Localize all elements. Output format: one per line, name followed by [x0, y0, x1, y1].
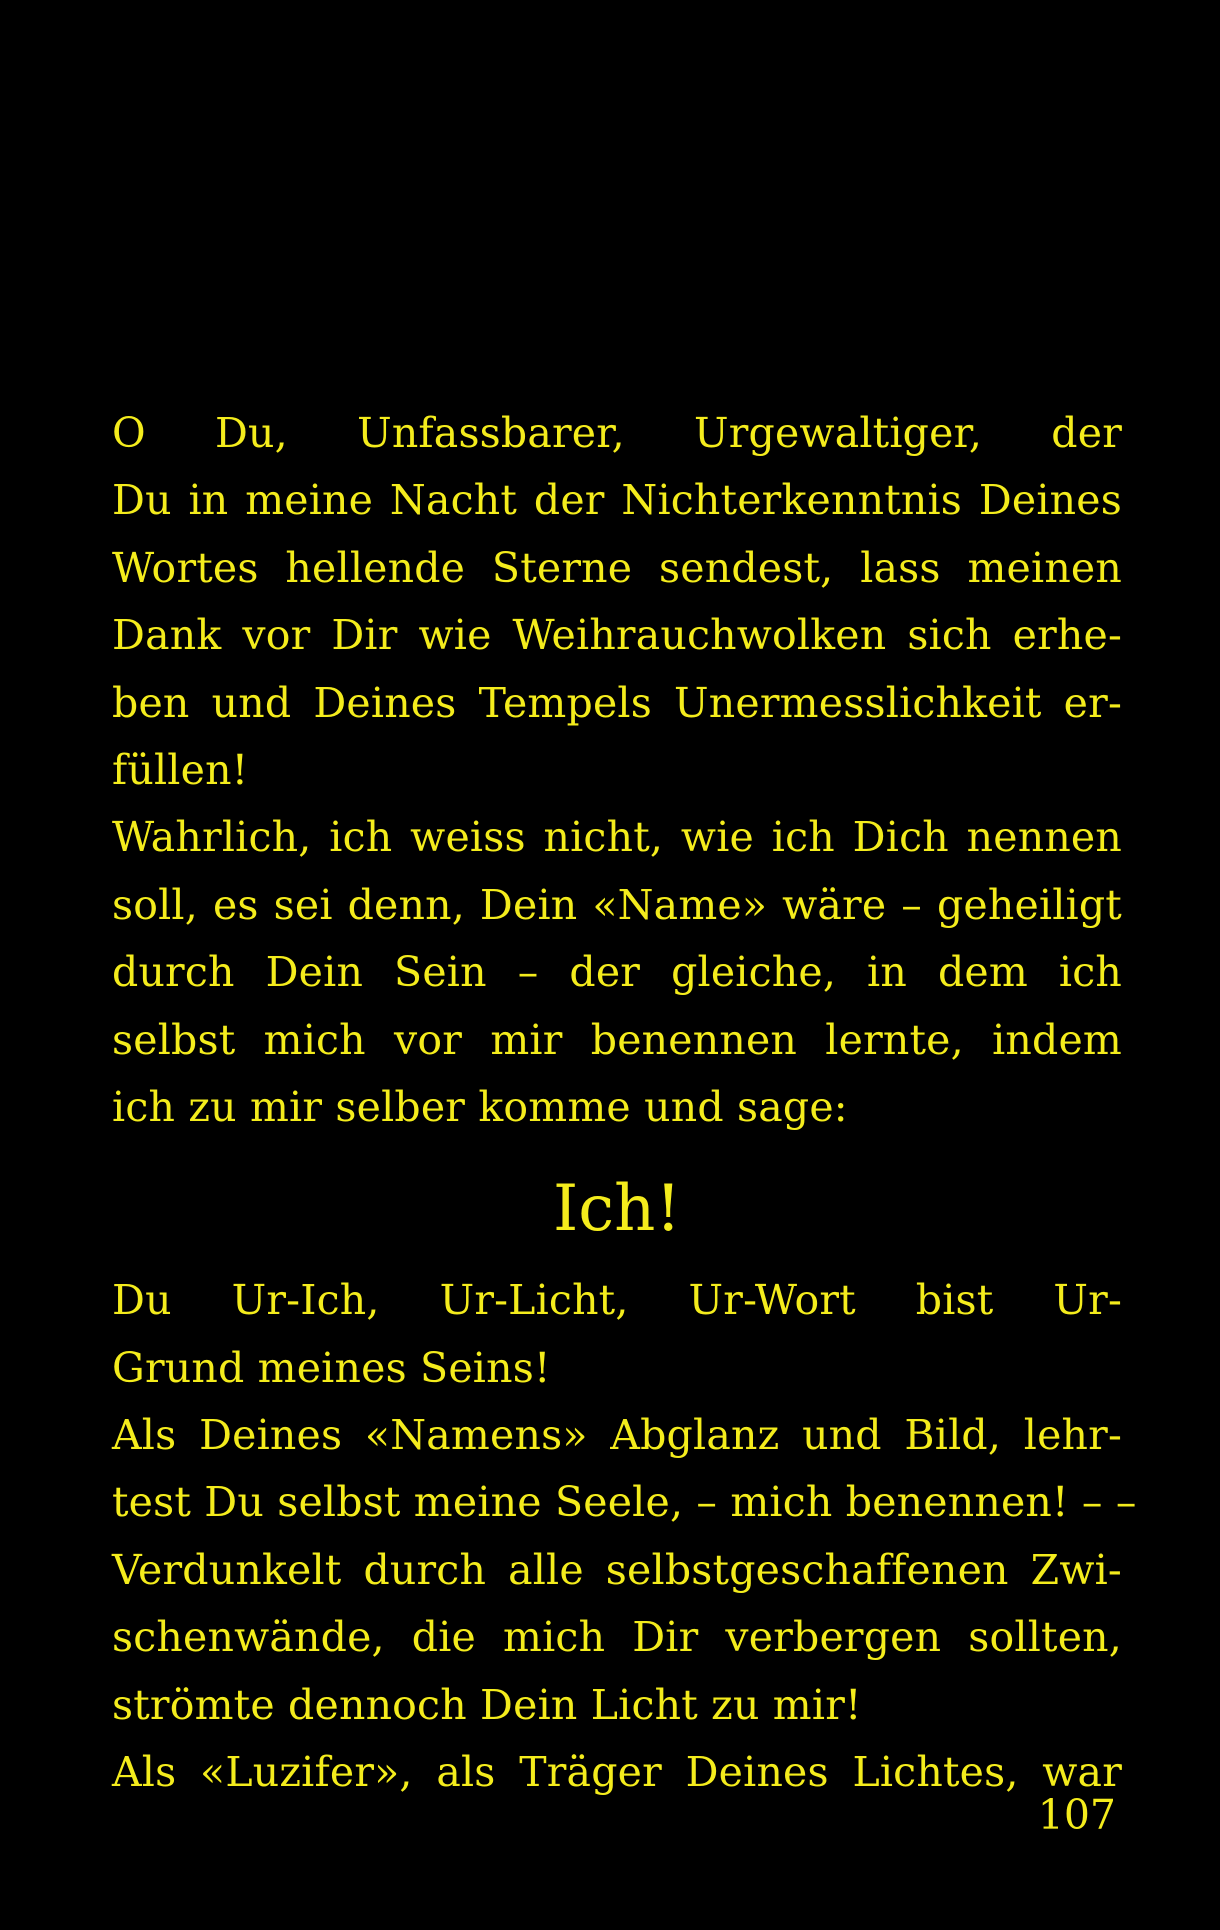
text-line: soll, es sei denn, Dein «Name» wäre – geheiligt: [112, 880, 1122, 929]
text-line: Als Deines «Namens» Abglanz und Bild, lehr-: [112, 1411, 1122, 1460]
text-line: strömte dennoch Dein Licht zu mir!: [112, 1680, 862, 1729]
page-number: 107: [1037, 1791, 1116, 1839]
text-line: O Du, Unfassbarer, Urgewaltiger, der: [112, 409, 1122, 457]
text-line: füllen!: [112, 745, 249, 794]
text-line: selbst mich vor mir benennen lernte, indem: [112, 1015, 1122, 1064]
text-line: durch Dein Sein – der gleiche, in dem ich: [112, 948, 1122, 997]
text-line: Wortes hellende Sterne sendest, lass meinen: [112, 543, 1122, 592]
text-line: Du in meine Nacht der Nichterkenntnis Deines: [112, 476, 1122, 525]
text-line: Wahrlich, ich weiss nicht, wie ich Dich nennen: [112, 813, 1122, 862]
text-line: Grund meines Seins!: [112, 1343, 551, 1392]
text-line: Verdunkelt durch alle selbstgeschaffenen Zwi-: [112, 1545, 1122, 1594]
page-text-block: [112, 400, 1137, 1806]
text-line: ben und Deines Tempels Unermesslichkeit er-: [112, 678, 1122, 727]
text-line: Du Ur-Ich, Ur-Licht, Ur-Wort bist Ur-: [112, 1276, 1122, 1325]
text-line: schenwände, die mich Dir verbergen sollten,: [112, 1613, 1122, 1662]
text-line: test Du selbst meine Seele, – mich benennen! – –: [112, 1478, 1137, 1527]
text-line: ich zu mir selber komme und sage:: [112, 1082, 848, 1131]
text-line: Als «Luzifer», als Träger Deines Lichtes, war: [112, 1748, 1122, 1797]
text-line: Dank vor Dir wie Weihrauchwolken sich erhe-: [112, 611, 1122, 660]
heading-ich: Ich!: [552, 1172, 682, 1247]
